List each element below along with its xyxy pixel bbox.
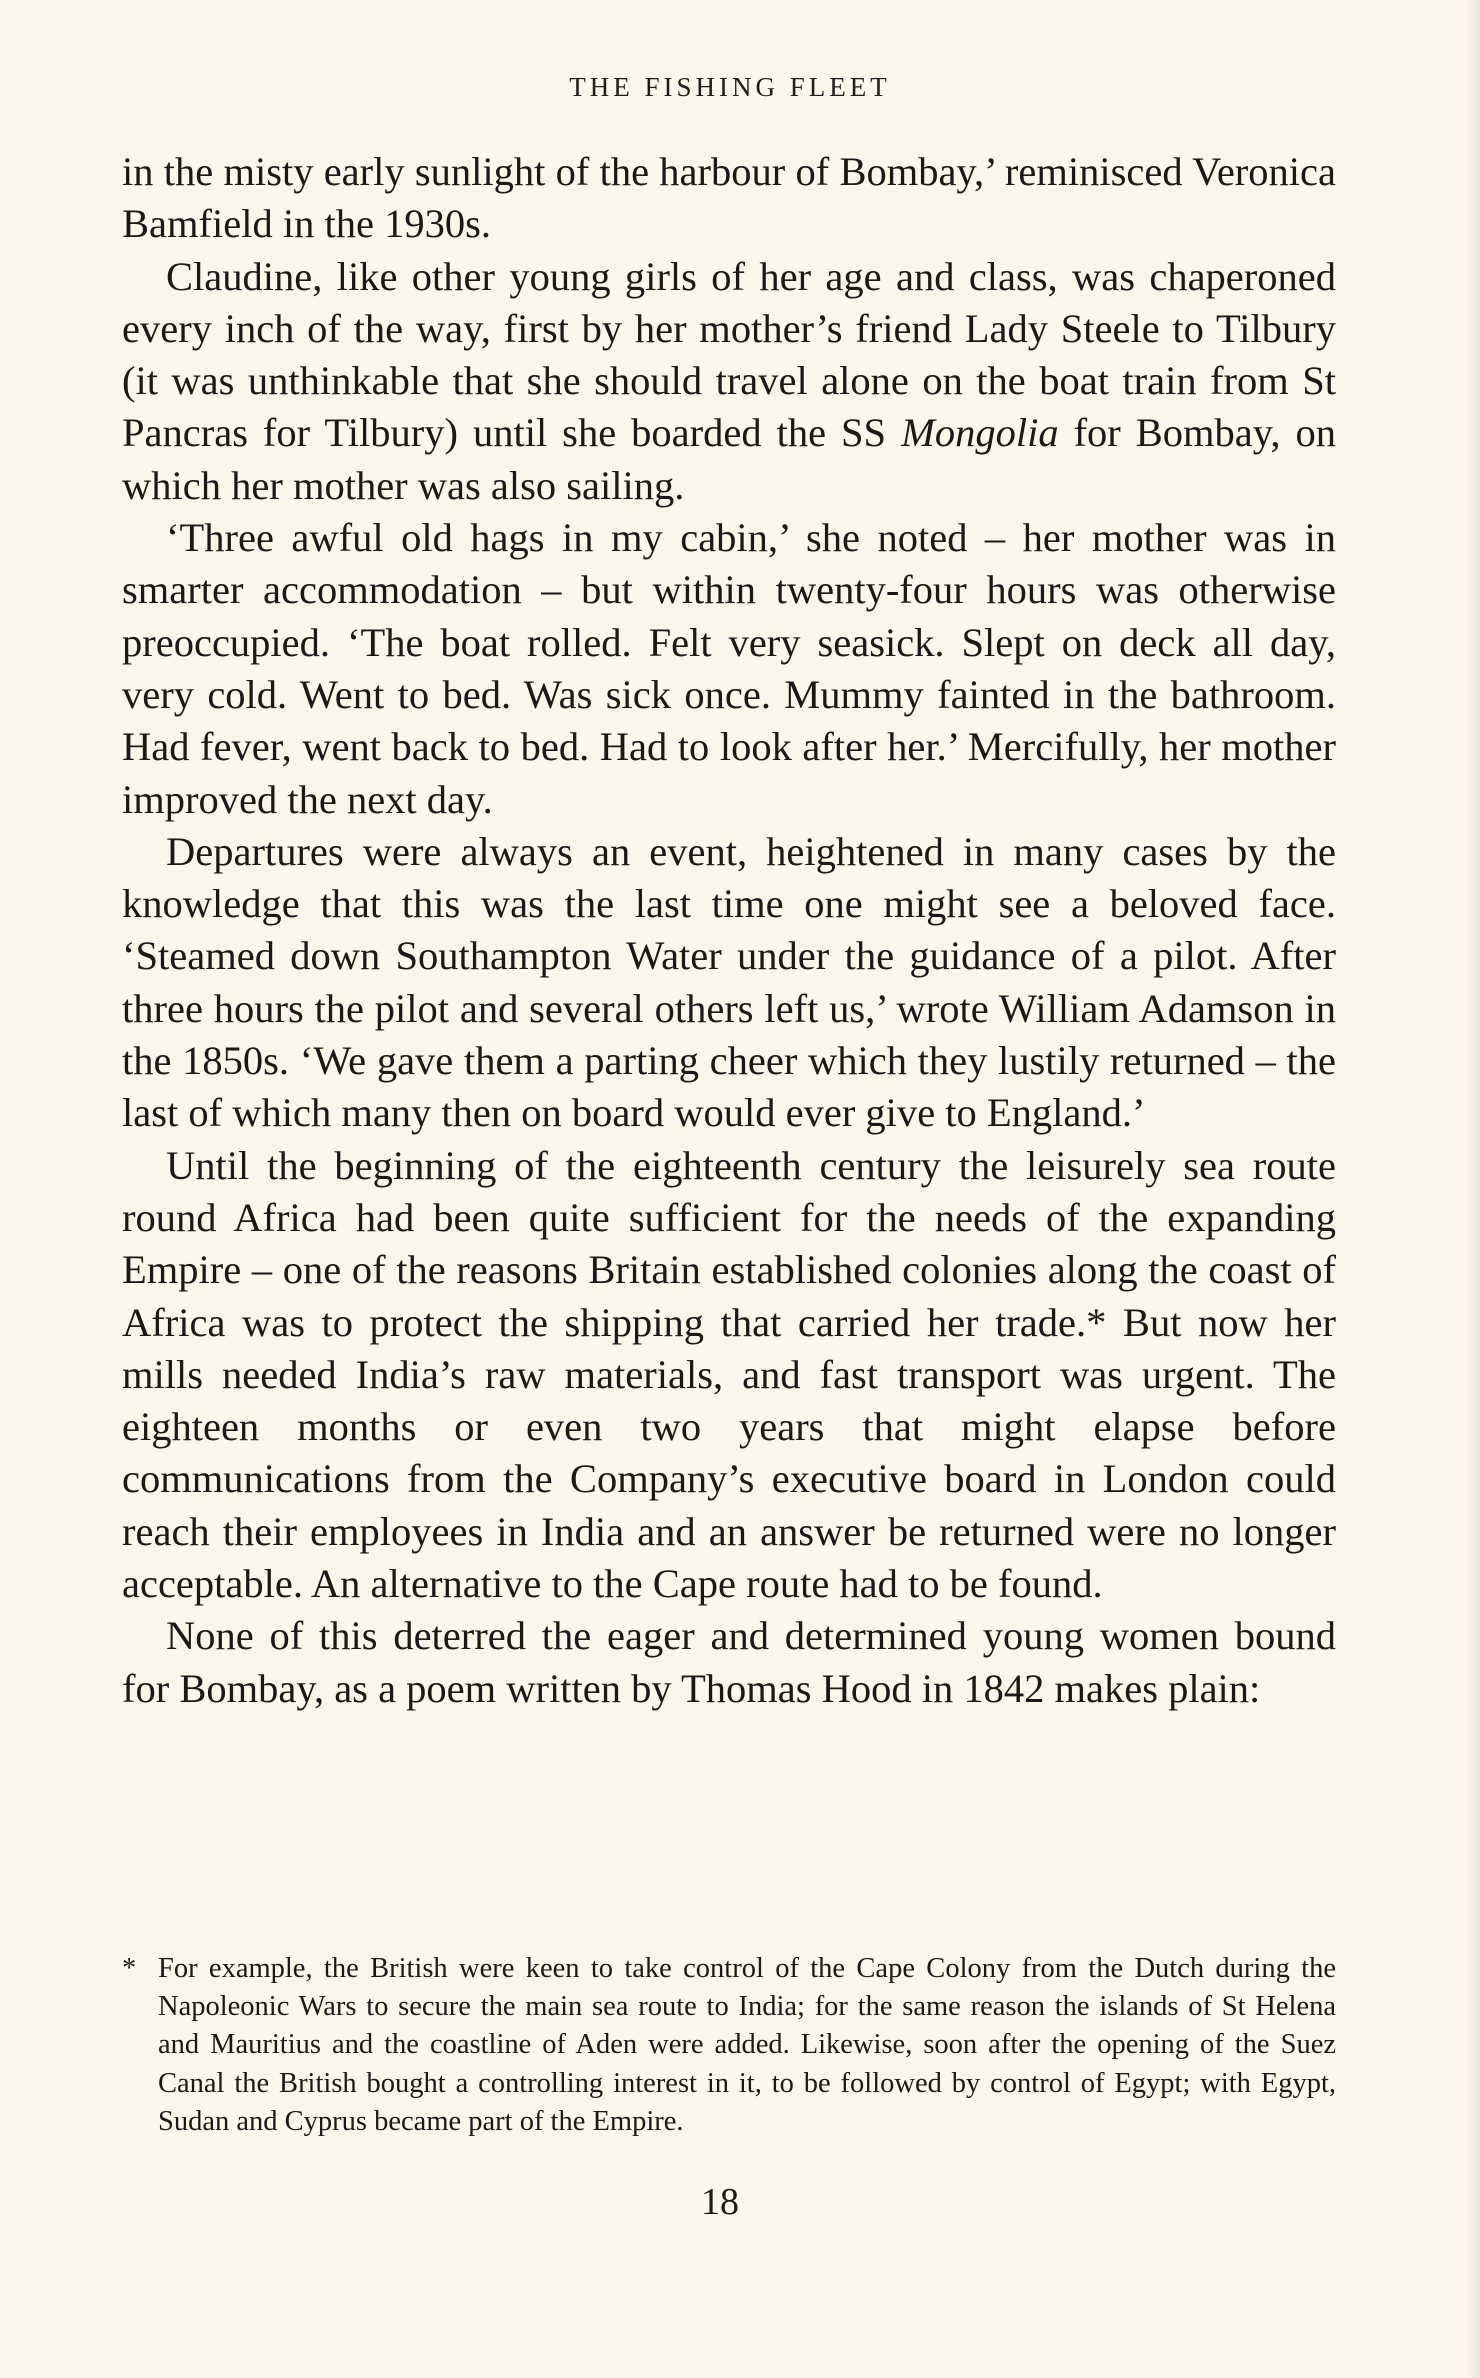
paragraph-text: Until the beginning of the eighteenth century the leisurely sea route round Africa had been quite sufficient for the needs of the expanding Empire – one of the reasons Britain established colonies along the coast of Africa was to protect the shipping that carried her trade.* But now her mills needed India’s raw materials, and fast transport was urgent. The eighteen months or even two years that might elapse before communications from the Company’s executive board in London could reach their employees in India and an answer be returned were no longer acceptable. An alternative to the Cape route had to be found. <box>122 1142 1336 1607</box>
paragraph-text: None of this deterred the eager and determined young women bound for Bombay, as a poem written by Thomas Hood in 1842 makes plain: <box>122 1613 1336 1711</box>
ship-name: Mongolia <box>901 410 1059 456</box>
paragraph <box>122 146 1336 251</box>
paragraph <box>122 1140 1336 1611</box>
footnote-marker: * <box>122 1953 137 1984</box>
footnote-text: For example, the British were keen to take control of the Cape Colony from the Dutch during the Napoleonic Wars to secure the main sea route to India; for the same reason the islands of St Helena and Mauritius and the coastline of Aden were added. Likewise, soon after the opening of the Suez Canal the British bought a controlling interest in it, to be followed by control of Egypt; with Egypt, Sudan and Cyprus became part of the Empire. <box>158 1953 1336 2137</box>
paragraph-text: Claudine, like other young girls of her age and class, was chaperoned every inch of the way, first by her mother’s friend Lady Steele to Tilbury (it was unthinkable that she should travel alone on the boat train from St Pancras for Tilbury) until she boarded the SS <box>122 253 1336 456</box>
page-edge-shadow <box>1466 0 1480 2378</box>
paragraph-text: ‘Three awful old hags in my cabin,’ she noted – her mother was in smarter accommodation – but within twenty-four hours was otherwise preoccupied. ‘The boat rolled. Felt very seasick. Slept on deck all day, very cold. Went to bed. Was sick once. Mummy fainted in the bathroom. Had fever, went back to bed. Had to look after her.’ Mercifully, her mother improved the next day. <box>122 515 1336 822</box>
running-head: THE FISHING FLEET <box>569 72 891 102</box>
paragraph-text: in the misty early sunlight of the harbour of Bombay,’ reminisced Veronica Bamfield in the 1930s. <box>122 149 1336 247</box>
body-text <box>122 146 1336 1715</box>
page-number: 18 <box>701 2181 739 2223</box>
footnote <box>122 1950 1336 2141</box>
paragraph <box>122 826 1336 1140</box>
paragraph <box>122 512 1336 826</box>
paragraph-text: Departures were always an event, heightened in many cases by the knowledge that this was the last time one might see a beloved face. ‘Steamed down Southampton Water under the guidance of a pilot. After three hours the pilot and several others left us,’ wrote William Adamson in the 1850s. ‘We gave them a parting cheer which they lustily returned – the last of which many then on board would ever give to England.’ <box>122 828 1336 1136</box>
paragraph <box>122 1610 1336 1715</box>
paragraph-text: for Bombay, on which her mother was also sailing. <box>122 410 1336 508</box>
paragraph <box>122 251 1336 512</box>
